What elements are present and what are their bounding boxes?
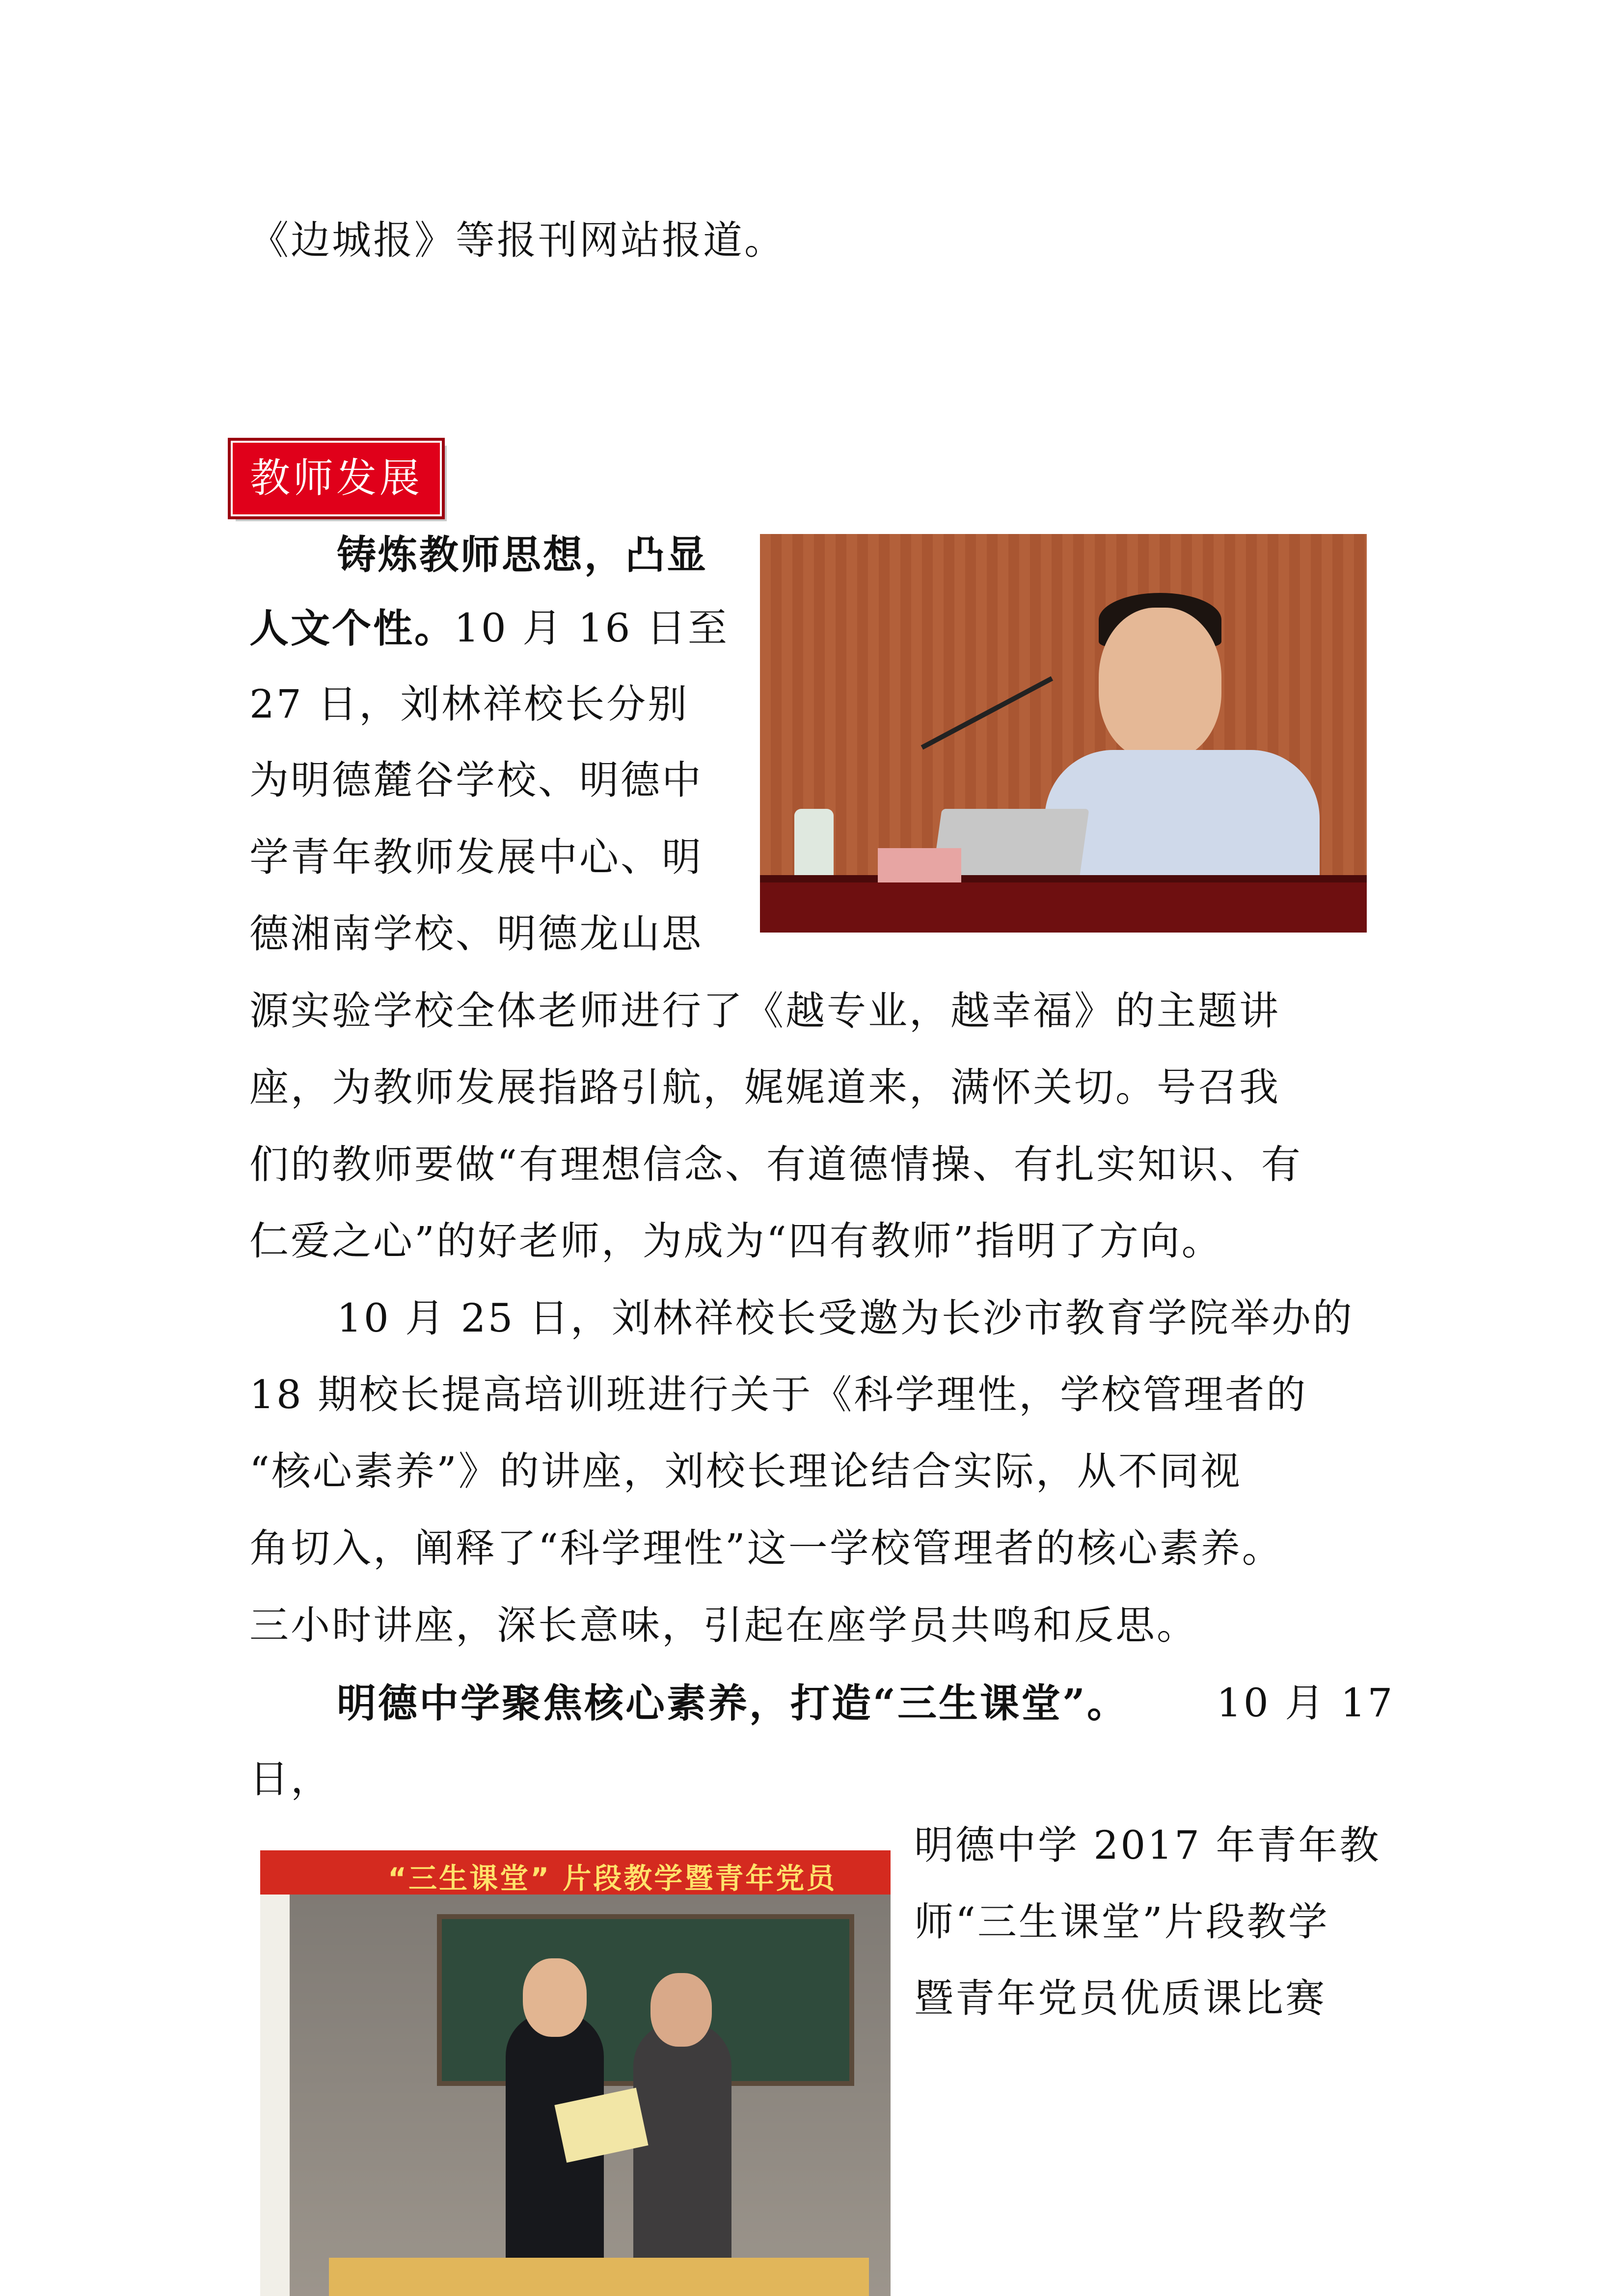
award-photo (260, 1850, 891, 2296)
article2-line: 18 期校长提高培训班进行关于《科学理性，学校管理者的 (249, 1372, 1308, 1417)
article1-line: 27 日，刘林祥校长分别 (249, 681, 689, 727)
article1-line: 源实验学校全体老师进行了《越专业，越幸福》的主题讲 (249, 988, 1280, 1034)
article2-line: “核心素养”》的讲座，刘校长理论结合实际，从不同视 (249, 1448, 1242, 1494)
photo-pillar (260, 1895, 290, 2296)
article1-line: 座，为教师发展指路引航，娓娓道来，满怀关切。号召我 (249, 1065, 1280, 1110)
article1-line: 学青年教师发展中心、明 (249, 834, 703, 880)
article1-line: 为明德麓谷学校、明德中 (249, 757, 703, 803)
article1-line: 德湘南学校、明德龙山思 (249, 911, 703, 957)
photo-table (329, 2258, 869, 2296)
section-tag-label: 教师发展 (231, 441, 442, 516)
article3-line: 师“三生课堂”片段教学 (914, 1899, 1329, 1945)
photo-banner-text: “三生课堂” 片段教学暨青年党员 (388, 1862, 837, 1895)
article3-line: 日， (249, 1756, 332, 1802)
photo-name-placard (878, 848, 961, 882)
photo-person-right-head (650, 1973, 712, 2047)
article3-date: 10 月 17 (1217, 1680, 1395, 1726)
article2-line: 角切入，阐释了“科学理性”这一学校管理者的核心素养。 (249, 1525, 1283, 1571)
photo-desk (760, 882, 1367, 933)
lecture-photo (760, 534, 1367, 933)
article1-line: 们的教师要做“有理想信念、有道德情操、有扎实知识、有 (249, 1142, 1302, 1187)
photo-person-left-head (523, 1958, 587, 2037)
article2-line: 三小时讲座，深长意味，引起在座学员共鸣和反思。 (249, 1602, 1198, 1648)
article3-headline: 明德中学聚焦核心素养，打造“三生课堂”。 (337, 1680, 1129, 1726)
article1-headline-1: 铸炼教师思想，凸显 (337, 532, 708, 578)
photo-speaker-head (1099, 608, 1221, 760)
article1-date: 10 月 16 日至 (454, 605, 729, 651)
article2-line: 10 月 25 日，刘林祥校长受邀为长沙市教育学院举办的 (337, 1295, 1354, 1341)
photo-water-bottle (794, 809, 834, 878)
article1-line: 仁爱之心”的好老师，为成为“四有教师”指明了方向。 (249, 1218, 1223, 1264)
article3-line: 暨青年党员优质课比赛 (914, 1976, 1326, 2021)
article1-headline-2: 人文个性。 (249, 605, 456, 651)
top-line: 《边城报》等报刊网站报道。 (249, 217, 785, 263)
photo-person-right-body (633, 2022, 731, 2287)
article3-line: 明德中学 2017 年青年教 (914, 1822, 1381, 1868)
